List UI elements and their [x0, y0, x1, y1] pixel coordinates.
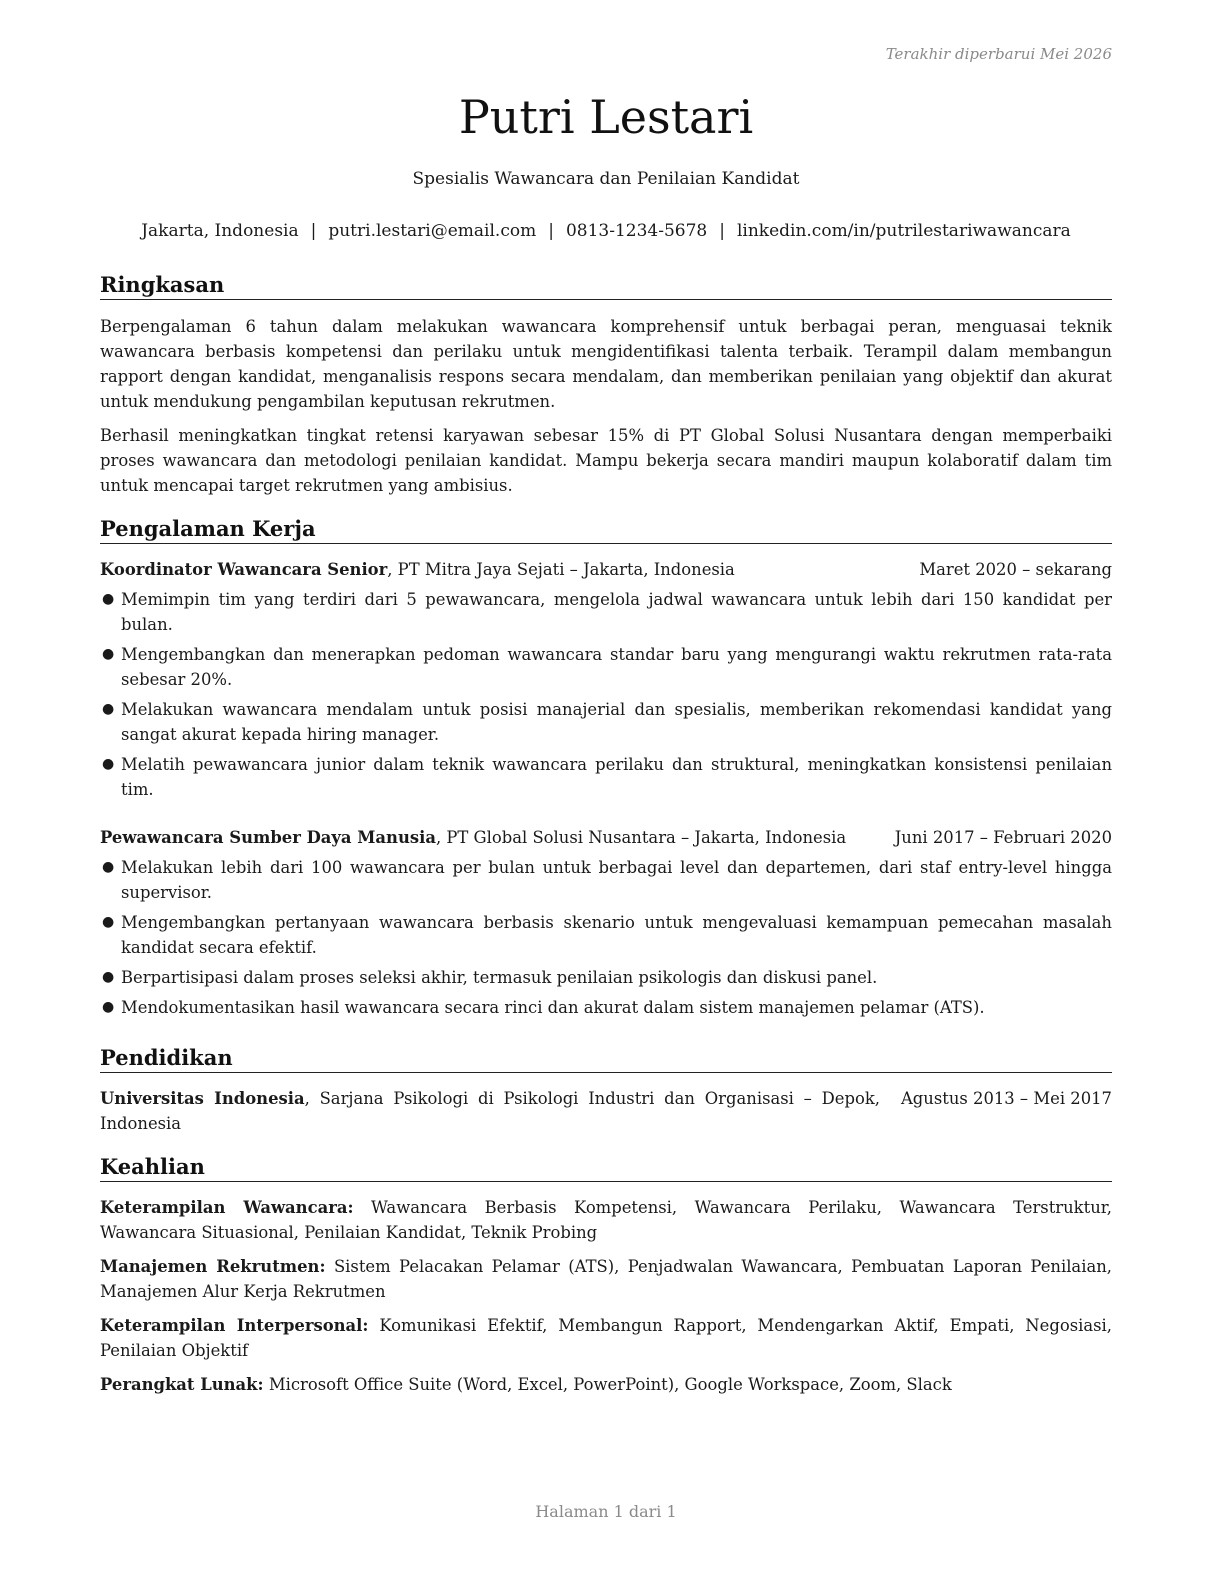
skill-group-label: Manajemen Rekrutmen:	[100, 1257, 326, 1276]
contact-email[interactable]: putri.lestari@email.com	[328, 221, 537, 241]
last-updated-note: Terakhir diperbarui Mei 2026	[885, 45, 1112, 63]
education-dates: Agustus 2013 – Mei 2017	[900, 1089, 1112, 1108]
bullet-text: Melakukan lebih dari 100 wawancara per bulan untuk berbagai level dan departemen, dari staf entry-level hingga supervisor.	[121, 858, 1112, 902]
skill-group-label: Keterampilan Interpersonal:	[100, 1316, 369, 1335]
list-item	[100, 752, 1112, 802]
job-company: , PT Global Solusi Nusantara – Jakarta, Indonesia	[435, 828, 847, 847]
list-item	[100, 965, 1112, 990]
skill-group-items: Komunikasi Efektif, Membangun Rapport, Mendengarkan Aktif, Empati, Negosiasi, Penilaian Objektif	[100, 1316, 1112, 1360]
bullet-text: Mengembangkan pertanyaan wawancara berbasis skenario untuk mengevaluasi kemampuan pemecahan masalah kandidat secara efektif.	[121, 913, 1112, 957]
job-role: Pewawancara Sumber Daya Manusia	[100, 828, 436, 847]
list-item	[100, 995, 1112, 1020]
bullet-icon: ●	[102, 646, 115, 662]
skill-group-items: Microsoft Office Suite (Word, Excel, PowerPoint), Google Workspace, Zoom, Slack	[268, 1375, 952, 1394]
contact-line	[100, 219, 1112, 243]
job-bullet-list	[100, 587, 1112, 807]
list-item	[100, 910, 1112, 960]
job-dates: Juni 2017 – Februari 2020	[894, 828, 1112, 847]
job-role: Koordinator Wawancara Senior	[100, 560, 388, 579]
contact-phone: 0813-1234-5678	[565, 221, 708, 241]
list-item	[100, 697, 1112, 747]
skill-group	[100, 1254, 1112, 1304]
contact-separator: |	[719, 221, 725, 241]
bullet-icon: ●	[102, 969, 115, 985]
bullet-icon: ●	[102, 914, 115, 930]
bullet-text: Mengembangkan dan menerapkan pedoman wawancara standar baru yang mengurangi waktu rekrutmen rata-rata sebesar 20%.	[121, 645, 1112, 689]
job-company: , PT Mitra Jaya Sejati – Jakarta, Indonesia	[387, 560, 735, 579]
bullet-icon: ●	[102, 999, 115, 1015]
skill-group-items: Sistem Pelacakan Pelamar (ATS), Penjadwalan Wawancara, Pembuatan Laporan Penilaian, Manajemen Alur Kerja Rekrutmen	[100, 1257, 1112, 1301]
section-heading-summary: Ringkasan	[100, 271, 1112, 300]
section-heading-skills: Keahlian	[100, 1153, 1112, 1182]
skill-group	[100, 1372, 1112, 1397]
summary-paragraph: Berhasil meningkatkan tingkat retensi karyawan sebesar 15% di PT Global Solusi Nusantara dengan memperbaiki proses wawancara dan metodologi penilaian kandidat. Mampu bekerja secara mandiri maupun kolaboratif dalam tim untuk mencapai target rekrutmen yang ambisius.	[100, 426, 1112, 495]
contact-separator: |	[548, 221, 554, 241]
candidate-name: Putri Lestari	[458, 90, 754, 144]
education-school: Universitas Indonesia	[100, 1089, 305, 1108]
job-header	[100, 825, 1112, 850]
summary-paragraph: Berpengalaman 6 tahun dalam melakukan wawancara komprehensif untuk berbagai peran, menguasai teknik wawancara berbasis kompetensi dan perilaku untuk mengidentifikasi talenta terbaik. Terampil dalam membangun rapport dengan kandidat, menganalisis respons secara mendalam, dan memberikan penilaian yang objektif dan akurat untuk mendukung pengambilan keputusan rekrutmen.	[100, 317, 1112, 411]
education-entry	[100, 1086, 880, 1136]
bullet-text: Melatih pewawancara junior dalam teknik wawancara perilaku dan struktural, meningkatkan konsistensi penilaian tim.	[121, 755, 1112, 799]
list-item	[100, 587, 1112, 637]
skill-group-label: Perangkat Lunak:	[100, 1375, 264, 1394]
bullet-text: Mendokumentasikan hasil wawancara secara rinci dan akurat dalam sistem manajemen pelamar (ATS).	[121, 998, 985, 1017]
bullet-text: Berpartisipasi dalam proses seleksi akhir, termasuk penilaian psikologis dan diskusi panel.	[121, 968, 878, 987]
job-bullet-list	[100, 855, 1112, 1025]
skill-group-items: Wawancara Berbasis Kompetensi, Wawancara Perilaku, Wawancara Terstruktur, Wawancara Situasional, Penilaian Kandidat, Teknik Probing	[100, 1198, 1112, 1242]
bullet-icon: ●	[102, 859, 115, 875]
bullet-text: Melakukan wawancara mendalam untuk posisi manajerial dan spesialis, memberikan rekomendasi kandidat yang sangat akurat kepada hiring manager.	[121, 700, 1112, 744]
candidate-title: Spesialis Wawancara dan Penilaian Kandidat	[412, 169, 800, 189]
education-detail: , Sarjana Psikologi di Psikologi Industri dan Organisasi – Depok, Indonesia	[100, 1089, 880, 1133]
skill-group-label: Keterampilan Wawancara:	[100, 1198, 354, 1217]
section-heading-education: Pendidikan	[100, 1044, 1112, 1073]
page-number: Halaman 1 dari 1	[535, 1502, 677, 1521]
contact-linkedin[interactable]: linkedin.com/in/putrilestariwawancara	[736, 221, 1071, 241]
skill-group	[100, 1195, 1112, 1245]
section-heading-experience: Pengalaman Kerja	[100, 515, 1112, 544]
list-item	[100, 642, 1112, 692]
job-dates: Maret 2020 – sekarang	[919, 560, 1112, 579]
bullet-icon: ●	[102, 756, 115, 772]
bullet-icon: ●	[102, 591, 115, 607]
contact-location: Jakarta, Indonesia	[141, 221, 299, 241]
bullet-icon: ●	[102, 701, 115, 717]
contact-separator: |	[310, 221, 317, 241]
bullet-text: Memimpin tim yang terdiri dari 5 pewawancara, mengelola jadwal wawancara untuk lebih dari 150 kandidat per bulan.	[121, 590, 1112, 634]
job-header	[100, 557, 1112, 582]
skill-group	[100, 1313, 1112, 1363]
resume-page	[100, 0, 1112, 1584]
list-item	[100, 855, 1112, 905]
